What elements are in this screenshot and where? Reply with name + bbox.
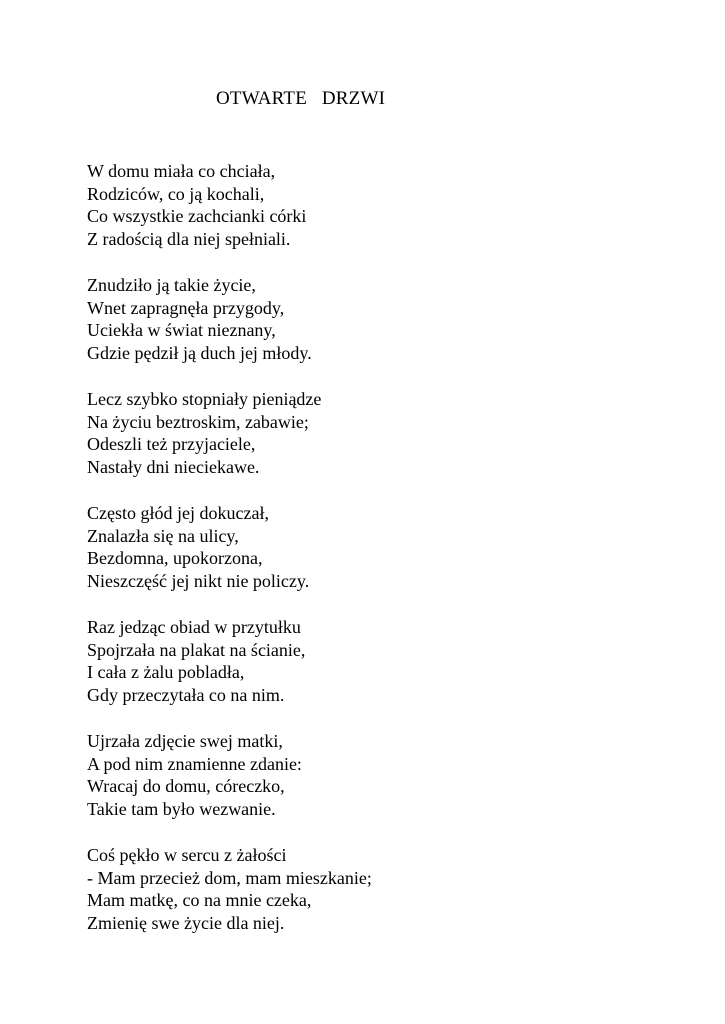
poem-line: Znudziło ją takie życie, [87,275,256,295]
poem-line: Często głód jej dokuczał, [87,503,269,523]
poem-line: Coś pękło w sercu z żałości [87,845,287,865]
poem-line: Rodziców, co ją kochali, [87,183,265,204]
poem-line: Mam matkę, co na mnie czeka, [87,890,312,910]
poem-line: - Mam przecież dom, mam mieszkanie; [87,867,372,888]
stanza-2 [87,274,687,364]
poem-title: OTWARTE DRZWI [216,88,386,109]
stanza-1 [87,160,687,250]
poem-line: Bezdomna, upokorzona, [87,548,263,568]
poem-line: Spojrzała na plakat na ścianie, [87,639,306,660]
stanza-3 [87,388,687,478]
poem-body [87,160,687,958]
poem-line: Odeszli też przyjaciele, [87,434,256,454]
stanza-5 [87,616,687,706]
stanza-4 [87,502,687,592]
poem-line: Nieszczęść jej nikt nie policzy. [87,570,310,591]
poem-line: Uciekła w świat nieznany, [87,320,276,340]
stanza-7 [87,844,687,934]
poem-line: Wnet zapragnęła przygody, [87,297,285,318]
poem-line: Wracaj do domu, córeczko, [87,776,285,796]
poem-line: Z radością dla niej spełniali. [87,228,291,249]
poem-line: A pod nim znamienne zdanie: [87,753,302,774]
poem-line: Zmienię swe życie dla niej. [87,912,285,933]
poem-line: Raz jedząc obiad w przytułku [87,617,301,637]
poem-line: I cała z żalu pobladła, [87,662,245,682]
poem-line: Lecz szybko stopniały pieniądze [87,389,322,409]
stanza-6 [87,730,687,820]
poem-line: Gdzie pędził ją duch jej młody. [87,342,312,363]
poem-line: Na życiu beztroskim, zabawie; [87,411,309,432]
poem-line: Nastały dni nieciekawe. [87,456,260,477]
poem-line: Gdy przeczytała co na nim. [87,684,285,705]
poem-line: Znalazła się na ulicy, [87,525,239,546]
poem-line: Takie tam było wezwanie. [87,798,276,819]
poem-line: Ujrzała zdjęcie swej matki, [87,731,283,751]
poem-line: W domu miała co chciała, [87,161,276,181]
poem-line: Co wszystkie zachcianki córki [87,206,307,226]
